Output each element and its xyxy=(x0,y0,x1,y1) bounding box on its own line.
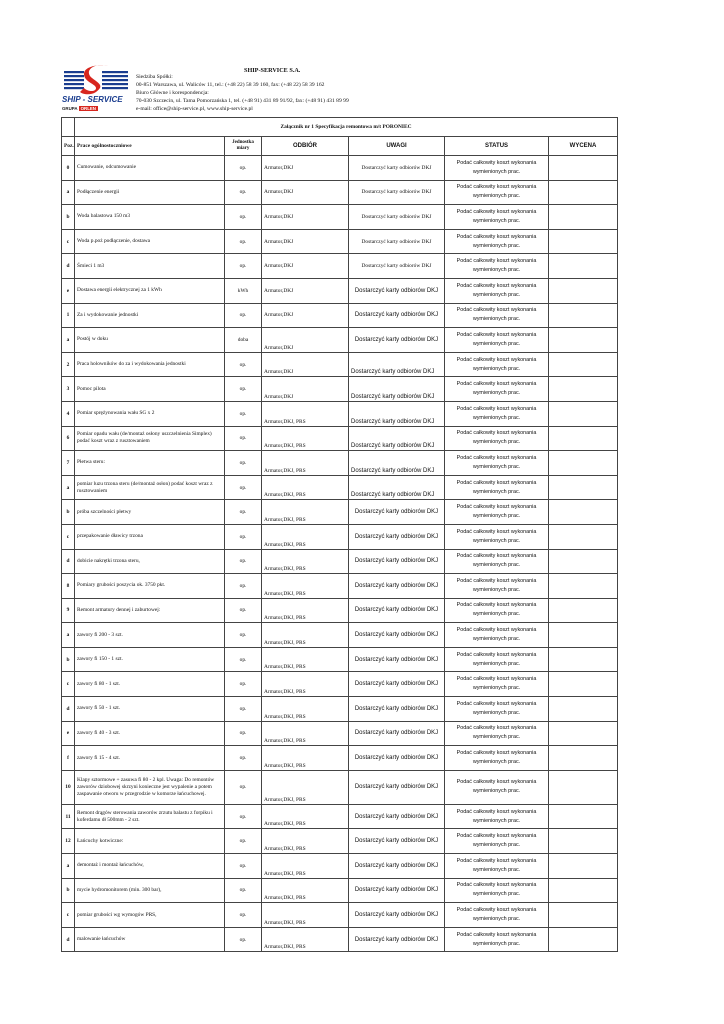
row-poz: d xyxy=(62,697,75,722)
row-odbior: Armator,DKJ, PRS xyxy=(262,426,349,451)
row-wycena xyxy=(549,854,618,879)
row-description: Cumowanie, odcumowanie xyxy=(75,156,225,181)
row-unit: kWh xyxy=(225,278,262,303)
row-unit: doba xyxy=(225,328,262,353)
row-description: demontaż i montaż łańcuchów, xyxy=(75,854,225,879)
document-header xyxy=(62,64,622,124)
row-uwagi: Dostarczyć karty odbiorów DKJ xyxy=(349,927,445,952)
row-wycena xyxy=(549,352,618,377)
row-odbior: Armator,DKJ, PRS xyxy=(262,549,349,574)
row-unit: op. xyxy=(225,927,262,952)
table-row xyxy=(62,352,618,377)
row-description: pomiar luzu trzona steru (de/montaż osłon) podać koszt wraz z rusztowaniem xyxy=(75,475,225,500)
row-description: Pomoc pilota xyxy=(75,377,225,402)
orlen-badge: ORLEN xyxy=(80,106,96,111)
row-poz: f xyxy=(62,746,75,771)
row-unit: op. xyxy=(225,156,262,181)
row-status: Podać całkowity koszt wykonania wymienionych prac. xyxy=(445,598,549,623)
row-wycena xyxy=(549,156,618,181)
row-uwagi: Dostarczyć karty odbiorów DKJ xyxy=(349,903,445,928)
row-unit: op. xyxy=(225,746,262,771)
row-wycena xyxy=(549,451,618,476)
row-status: Podać całkowity koszt wykonania wymienionych prac. xyxy=(445,903,549,928)
row-description: malowanie łańcuchów xyxy=(75,927,225,952)
row-uwagi: Dostarczyć karty odbiorów DKJ xyxy=(349,697,445,722)
table-row xyxy=(62,303,618,328)
table-header-row xyxy=(62,137,618,156)
row-status: Podać całkowity koszt wykonania wymienionych prac. xyxy=(445,500,549,525)
row-uwagi: Dostarczyć karty odbiorów DKJ xyxy=(349,770,445,804)
row-description: Pomiary grubości poszycia ok. 3750 pkt. xyxy=(75,574,225,599)
row-odbior: Armator,DKJ, PRS xyxy=(262,574,349,599)
row-poz: 1 xyxy=(62,303,75,328)
row-uwagi: Dostarczyć karty odbiorów DKJ xyxy=(349,804,445,829)
row-description: Woda balastowa 150 m3 xyxy=(75,205,225,230)
row-status: Podać całkowity koszt wykonania wymienionych prac. xyxy=(445,770,549,804)
group-label: GRUPA xyxy=(62,106,78,111)
table-row xyxy=(62,475,618,500)
row-description: przepakowanie dławicy trzona xyxy=(75,524,225,549)
row-wycena xyxy=(549,672,618,697)
row-wycena xyxy=(549,647,618,672)
row-unit: op. xyxy=(225,878,262,903)
row-wycena xyxy=(549,303,618,328)
row-uwagi: Dostarczyć karty odbiorów DKJ xyxy=(349,451,445,476)
row-poz: b xyxy=(62,500,75,525)
row-status: Podać całkowity koszt wykonania wymienionych prac. xyxy=(445,205,549,230)
row-odbior: Armator,DKJ, PRS xyxy=(262,927,349,952)
row-poz: c xyxy=(62,903,75,928)
table-row xyxy=(62,180,618,205)
specification-table xyxy=(61,117,618,952)
row-status: Podać całkowity koszt wykonania wymienionych prac. xyxy=(445,623,549,648)
row-odbior: Armator,DKJ xyxy=(262,205,349,230)
row-poz: e xyxy=(62,721,75,746)
table-row xyxy=(62,328,618,353)
row-description: Śmieci 1 m3 xyxy=(75,254,225,279)
row-uwagi: Dostarczyć karty odbiorów DKJ xyxy=(349,303,445,328)
row-uwagi: Dostarczyć karty odbiorów DKJ xyxy=(349,721,445,746)
address-line-4: 70-030 Szczecin, ul. Tama Pomorzańska 1, tel. (+48 91) 431 89 91/92, fax: (+48 91) 431 89 99 xyxy=(136,98,349,104)
row-poz: c xyxy=(62,229,75,254)
table-body xyxy=(62,156,618,952)
table-row xyxy=(62,500,618,525)
header-prace: Prace ogólnostoczniowe xyxy=(75,137,225,156)
table-row xyxy=(62,829,618,854)
row-status: Podać całkowity koszt wykonania wymienionych prac. xyxy=(445,697,549,722)
row-status: Podać całkowity koszt wykonania wymienionych prac. xyxy=(445,303,549,328)
row-status: Podać całkowity koszt wykonania wymienionych prac. xyxy=(445,180,549,205)
ship-service-logo xyxy=(62,64,134,114)
row-poz: a xyxy=(62,328,75,353)
table-row xyxy=(62,401,618,426)
row-description: zawory fi 50 - 1 szt. xyxy=(75,697,225,722)
row-uwagi: Dostarczyć karty odbiorów DKJ xyxy=(349,878,445,903)
header-jednostka: Jednostka miary xyxy=(225,137,262,156)
row-odbior: Armator,DKJ, PRS xyxy=(262,903,349,928)
row-odbior: Armator,DKJ xyxy=(262,352,349,377)
row-status: Podać całkowity koszt wykonania wymienionych prac. xyxy=(445,475,549,500)
row-uwagi: Dostarczyć karty odbiorów DKJ xyxy=(349,549,445,574)
row-unit: op. xyxy=(225,574,262,599)
row-unit: op. xyxy=(225,721,262,746)
row-status: Podać całkowity koszt wykonania wymienionych prac. xyxy=(445,156,549,181)
row-odbior: Armator,DKJ, PRS xyxy=(262,475,349,500)
row-odbior: Armator,DKJ, PRS xyxy=(262,672,349,697)
table-row xyxy=(62,903,618,928)
row-unit: op. xyxy=(225,829,262,854)
row-uwagi: Dostarczyć karty odbiorów DKJ xyxy=(349,328,445,353)
row-poz: d xyxy=(62,549,75,574)
row-odbior: Armator,DKJ xyxy=(262,254,349,279)
row-status: Podać całkowity koszt wykonania wymienionych prac. xyxy=(445,352,549,377)
row-poz: c xyxy=(62,672,75,697)
row-odbior: Armator,DKJ xyxy=(262,156,349,181)
row-uwagi: Dostarczyć karty odbiorów DKJ xyxy=(349,829,445,854)
row-uwagi: Dostarczyć karty odbiorów DKJ xyxy=(349,229,445,254)
row-poz: 8 xyxy=(62,574,75,599)
address-line-3: Biuro Główne i korespondencja: xyxy=(136,90,209,96)
row-uwagi: Dostarczyć karty odbiorów DKJ xyxy=(349,672,445,697)
header-poz: Poz. xyxy=(62,137,75,156)
row-status: Podać całkowity koszt wykonania wymienionych prac. xyxy=(445,451,549,476)
row-status: Podać całkowity koszt wykonania wymienionych prac. xyxy=(445,647,549,672)
address-line-5: e-mail: office@ship-service.pl, www.ship-service.pl xyxy=(136,106,253,112)
logo-text: SHIP - SERVICE xyxy=(62,95,123,104)
row-uwagi: Dostarczyć karty odbiorów DKJ xyxy=(349,278,445,303)
row-status: Podać całkowity koszt wykonania wymienionych prac. xyxy=(445,254,549,279)
row-unit: op. xyxy=(225,549,262,574)
row-poz: d xyxy=(62,927,75,952)
row-uwagi: Dostarczyć karty odbiorów DKJ xyxy=(349,205,445,230)
row-poz: b xyxy=(62,205,75,230)
row-poz: a xyxy=(62,475,75,500)
row-odbior: Armator,DKJ, PRS xyxy=(262,697,349,722)
row-odbior: Armator,DKJ, PRS xyxy=(262,623,349,648)
row-description: Remont armatury dennej i zaburtowej: xyxy=(75,598,225,623)
row-description: pomiar grubości wg wymogów PRS, xyxy=(75,903,225,928)
row-wycena xyxy=(549,770,618,804)
row-poz: b xyxy=(62,878,75,903)
row-status: Podać całkowity koszt wykonania wymienionych prac. xyxy=(445,804,549,829)
row-uwagi: Dostarczyć karty odbiorów DKJ xyxy=(349,598,445,623)
row-odbior: Armator,DKJ xyxy=(262,377,349,402)
row-status: Podać całkowity koszt wykonania wymienionych prac. xyxy=(445,672,549,697)
table-title-row xyxy=(62,118,618,137)
row-uwagi: Dostarczyć karty odbiorów DKJ xyxy=(349,156,445,181)
row-poz: d xyxy=(62,254,75,279)
row-odbior: Armator,DKJ xyxy=(262,328,349,353)
table-row xyxy=(62,574,618,599)
header-odbior: ODBIÓR xyxy=(262,137,349,156)
row-unit: op. xyxy=(225,180,262,205)
row-status: Podać całkowity koszt wykonania wymienionych prac. xyxy=(445,401,549,426)
row-unit: op. xyxy=(225,598,262,623)
row-unit: op. xyxy=(225,352,262,377)
row-status: Podać całkowity koszt wykonania wymienionych prac. xyxy=(445,426,549,451)
address-line-2: 00-851 Warszawa, ul. Waliców 11, tel.: (+48 22) 58 39 160, fax: (+48 22) 58 39 162 xyxy=(136,82,325,88)
row-wycena xyxy=(549,401,618,426)
row-status: Podać całkowity koszt wykonania wymienionych prac. xyxy=(445,829,549,854)
row-poz: e xyxy=(62,278,75,303)
row-status: Podać całkowity koszt wykonania wymienionych prac. xyxy=(445,721,549,746)
table-row xyxy=(62,524,618,549)
row-uwagi: Dostarczyć karty odbiorów DKJ xyxy=(349,180,445,205)
header-uwagi: UWAGI xyxy=(349,137,445,156)
row-uwagi: Dostarczyć karty odbiorów DKJ xyxy=(349,500,445,525)
row-unit: op. xyxy=(225,303,262,328)
table-row xyxy=(62,451,618,476)
row-description: zawory fi 15 - 4 szt. xyxy=(75,746,225,771)
row-wycena xyxy=(549,377,618,402)
row-unit: op. xyxy=(225,623,262,648)
row-description: Łańcuchy kotwiczne: xyxy=(75,829,225,854)
row-description: Dostawa energii elektrycznej za 1 kWh xyxy=(75,278,225,303)
row-description: zawory fi 200 - 3 szt. xyxy=(75,623,225,648)
row-wycena xyxy=(549,574,618,599)
row-description: Woda p.poż podłączenie, dostawa xyxy=(75,229,225,254)
table-row xyxy=(62,205,618,230)
row-wycena xyxy=(549,524,618,549)
row-status: Podać całkowity koszt wykonania wymienionych prac. xyxy=(445,524,549,549)
row-description: Postój w doku xyxy=(75,328,225,353)
row-unit: op. xyxy=(225,500,262,525)
row-wycena xyxy=(549,829,618,854)
header-status: STATUS xyxy=(445,137,549,156)
row-description: dobicie nakrętki trzona steru, xyxy=(75,549,225,574)
row-unit: op. xyxy=(225,903,262,928)
row-poz: 3 xyxy=(62,377,75,402)
row-odbior: Armator,DKJ, PRS xyxy=(262,721,349,746)
row-uwagi: Dostarczyć karty odbiorów DKJ xyxy=(349,746,445,771)
table-row xyxy=(62,549,618,574)
row-poz: c xyxy=(62,524,75,549)
row-description: zawory fi 40 - 3 szt. xyxy=(75,721,225,746)
table-row xyxy=(62,156,618,181)
table-row xyxy=(62,647,618,672)
row-odbior: Armator,DKJ, PRS xyxy=(262,804,349,829)
company-name: SHIP-SERVICE S.A. xyxy=(244,67,301,74)
row-poz: 11 xyxy=(62,804,75,829)
row-unit: op. xyxy=(225,401,262,426)
row-wycena xyxy=(549,180,618,205)
table-row xyxy=(62,229,618,254)
row-status: Podać całkowity koszt wykonania wymienionych prac. xyxy=(445,377,549,402)
row-odbior: Armator,DKJ xyxy=(262,303,349,328)
row-odbior: Armator,DKJ, PRS xyxy=(262,451,349,476)
row-uwagi: Dostarczyć karty odbiorów DKJ xyxy=(349,401,445,426)
table-row xyxy=(62,426,618,451)
table-row xyxy=(62,770,618,804)
row-unit: op. xyxy=(225,697,262,722)
row-odbior: Armator,DKJ, PRS xyxy=(262,854,349,879)
row-wycena xyxy=(549,205,618,230)
row-status: Podać całkowity koszt wykonania wymienionych prac. xyxy=(445,746,549,771)
row-wycena xyxy=(549,254,618,279)
row-uwagi: Dostarczyć karty odbiorów DKJ xyxy=(349,524,445,549)
row-poz: 6 xyxy=(62,426,75,451)
row-wycena xyxy=(549,598,618,623)
row-unit: op. xyxy=(225,647,262,672)
header-wycena: WYCENA xyxy=(549,137,618,156)
table-row xyxy=(62,804,618,829)
row-wycena xyxy=(549,697,618,722)
row-description: Płetwa steru: xyxy=(75,451,225,476)
row-odbior: Armator,DKJ, PRS xyxy=(262,770,349,804)
row-poz: b xyxy=(62,647,75,672)
row-wycena xyxy=(549,328,618,353)
row-description: mycie hydromonitorem (min. 300 bar), xyxy=(75,878,225,903)
row-poz: 9 xyxy=(62,598,75,623)
row-wycena xyxy=(549,903,618,928)
row-poz: 10 xyxy=(62,770,75,804)
row-unit: op. xyxy=(225,854,262,879)
row-odbior: Armator,DKJ, PRS xyxy=(262,878,349,903)
row-status: Podać całkowity koszt wykonania wymienionych prac. xyxy=(445,278,549,303)
row-wycena xyxy=(549,229,618,254)
row-description: Klapy sztormowe + zasuwa fi 80 - 2 kpl. Uwaga: Do remontów zaworów dziobowej skrzyni konieczne jest wypalenie a potem zaspawanie otworu w przegrodzie w komorze łańcuchowej. xyxy=(75,770,225,804)
row-status: Podać całkowity koszt wykonania wymienionych prac. xyxy=(445,229,549,254)
row-status: Podać całkowity koszt wykonania wymienionych prac. xyxy=(445,927,549,952)
row-odbior: Armator,DKJ xyxy=(262,180,349,205)
table-row xyxy=(62,878,618,903)
row-status: Podać całkowity koszt wykonania wymienionych prac. xyxy=(445,549,549,574)
row-wycena xyxy=(549,746,618,771)
row-odbior: Armator,DKJ, PRS xyxy=(262,829,349,854)
row-status: Podać całkowity koszt wykonania wymienionych prac. xyxy=(445,328,549,353)
row-wycena xyxy=(549,426,618,451)
row-description: Podłączenie energii xyxy=(75,180,225,205)
row-odbior: Armator,DKJ, PRS xyxy=(262,746,349,771)
row-wycena xyxy=(549,878,618,903)
row-odbior: Armator,DKJ, PRS xyxy=(262,524,349,549)
table-row xyxy=(62,854,618,879)
row-status: Podać całkowity koszt wykonania wymienionych prac. xyxy=(445,878,549,903)
row-unit: op. xyxy=(225,804,262,829)
row-unit: op. xyxy=(225,451,262,476)
row-unit: op. xyxy=(225,524,262,549)
row-description: Pomiar sprężynowania wału SG x 2 xyxy=(75,401,225,426)
row-poz: 0 xyxy=(62,156,75,181)
table-title: Załącznik nr 1 Specyfikacja remontowa m/t PORONIEC xyxy=(75,118,618,137)
table-row xyxy=(62,927,618,952)
row-poz: 2 xyxy=(62,352,75,377)
row-description: Praca holowników do za i wydokowania jednostki xyxy=(75,352,225,377)
row-description: Za i wydokowanie jednostki xyxy=(75,303,225,328)
row-odbior: Armator,DKJ, PRS xyxy=(262,647,349,672)
row-unit: op. xyxy=(225,205,262,230)
row-unit: op. xyxy=(225,770,262,804)
row-wycena xyxy=(549,278,618,303)
row-odbior: Armator,DKJ, PRS xyxy=(262,401,349,426)
row-odbior: Armator,DKJ, PRS xyxy=(262,500,349,525)
row-description: Pomiar opadu wału (de/montaż osłony uszczelnienia Simplex) podać koszt wraz z rusztowaniem xyxy=(75,426,225,451)
row-description: próba szczelności płetwy xyxy=(75,500,225,525)
row-uwagi: Dostarczyć karty odbiorów DKJ xyxy=(349,854,445,879)
row-uwagi: Dostarczyć karty odbiorów DKJ xyxy=(349,377,445,402)
address-line-1: Siedziba Spółki: xyxy=(136,74,173,80)
row-uwagi: Dostarczyć karty odbiorów DKJ xyxy=(349,352,445,377)
row-unit: op. xyxy=(225,426,262,451)
row-unit: op. xyxy=(225,672,262,697)
row-poz: a xyxy=(62,623,75,648)
table-row xyxy=(62,278,618,303)
table-row xyxy=(62,672,618,697)
table-row xyxy=(62,721,618,746)
row-uwagi: Dostarczyć karty odbiorów DKJ xyxy=(349,426,445,451)
row-wycena xyxy=(549,549,618,574)
row-poz: 12 xyxy=(62,829,75,854)
table-row xyxy=(62,377,618,402)
row-odbior: Armator,DKJ xyxy=(262,229,349,254)
row-poz: 4 xyxy=(62,401,75,426)
row-wycena xyxy=(549,623,618,648)
row-unit: op. xyxy=(225,377,262,402)
table-row xyxy=(62,746,618,771)
row-description: Remont drągów sterowania zaworów zrzutu balastu z forpiku i koferdamu dł 500mm - 2 szt. xyxy=(75,804,225,829)
row-uwagi: Dostarczyć karty odbiorów DKJ xyxy=(349,574,445,599)
row-odbior: Armator,DKJ xyxy=(262,278,349,303)
table-row xyxy=(62,623,618,648)
row-poz: a xyxy=(62,854,75,879)
table-row xyxy=(62,697,618,722)
row-uwagi: Dostarczyć karty odbiorów DKJ xyxy=(349,623,445,648)
table-row xyxy=(62,598,618,623)
row-wycena xyxy=(549,500,618,525)
row-unit: op. xyxy=(225,229,262,254)
row-odbior: Armator,DKJ, PRS xyxy=(262,598,349,623)
table-row xyxy=(62,254,618,279)
row-unit: op. xyxy=(225,475,262,500)
row-description: zawory fi 150 - 1 szt. xyxy=(75,647,225,672)
row-description: zawory fi 80 - 1 szt. xyxy=(75,672,225,697)
row-uwagi: Dostarczyć karty odbiorów DKJ xyxy=(349,475,445,500)
row-uwagi: Dostarczyć karty odbiorów DKJ xyxy=(349,254,445,279)
row-unit: op. xyxy=(225,254,262,279)
row-wycena xyxy=(549,804,618,829)
row-status: Podać całkowity koszt wykonania wymienionych prac. xyxy=(445,574,549,599)
row-poz: 7 xyxy=(62,451,75,476)
row-wycena xyxy=(549,927,618,952)
row-poz: a xyxy=(62,180,75,205)
row-uwagi: Dostarczyć karty odbiorów DKJ xyxy=(349,647,445,672)
row-wycena xyxy=(549,475,618,500)
row-status: Podać całkowity koszt wykonania wymienionych prac. xyxy=(445,854,549,879)
row-wycena xyxy=(549,721,618,746)
